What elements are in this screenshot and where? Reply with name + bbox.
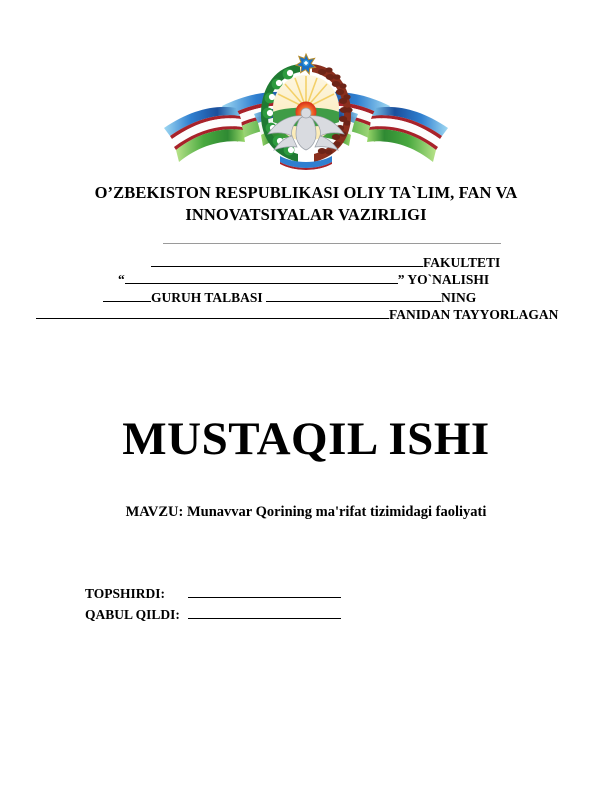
signature-fields [85, 583, 341, 625]
ministry-heading-line-2: INNOVATSIYALAR VAZIRLIGI [185, 205, 427, 224]
faculty-top-rule-row [0, 236, 612, 254]
fill-in-fields [0, 236, 612, 324]
submitted-by-label: TOPSHIRDI: [85, 586, 166, 601]
faculty-blank[interactable] [151, 256, 423, 267]
subject-label: FANIDAN TAYYORLAGAN [389, 307, 559, 322]
direction-row [0, 271, 612, 289]
group-row [0, 289, 612, 307]
ministry-heading [56, 182, 556, 226]
submitted-by-row [85, 583, 341, 604]
topic-line: MAVZU: Munavvar Qorining ma'rifat tizimidagi faoliyati [125, 504, 487, 520]
faculty-label: FAKULTETI [423, 254, 501, 270]
direction-quote-open: “ [118, 272, 125, 287]
accepted-by-row [85, 604, 341, 625]
subject-blank[interactable] [36, 308, 389, 319]
direction-label: YO`NALISHI [407, 272, 490, 287]
accepted-by-input[interactable] [188, 607, 341, 619]
group-suffix: NING [441, 289, 477, 305]
uzbekistan-emblem-banner-image [104, 44, 508, 170]
faculty-row [0, 254, 612, 272]
subject-row [0, 306, 612, 324]
student-name-blank[interactable] [266, 291, 441, 302]
ministry-heading-line-1: O’ZBEKISTON RESPUBLIKASI OLIY TA`LIM, FAN VA [94, 183, 518, 202]
submitted-by-input[interactable] [188, 586, 341, 598]
faculty-top-rule[interactable] [163, 243, 501, 244]
group-number-blank[interactable] [103, 291, 151, 302]
direction-quote-close: ” [397, 272, 405, 287]
state-emblem [261, 54, 353, 170]
page-title: MUSTAQIL ISHI [122, 413, 490, 465]
accepted-by-label: QABUL QILDI: [85, 607, 180, 622]
group-label: GURUH TALBASI [151, 289, 263, 305]
direction-blank[interactable] [125, 273, 398, 284]
